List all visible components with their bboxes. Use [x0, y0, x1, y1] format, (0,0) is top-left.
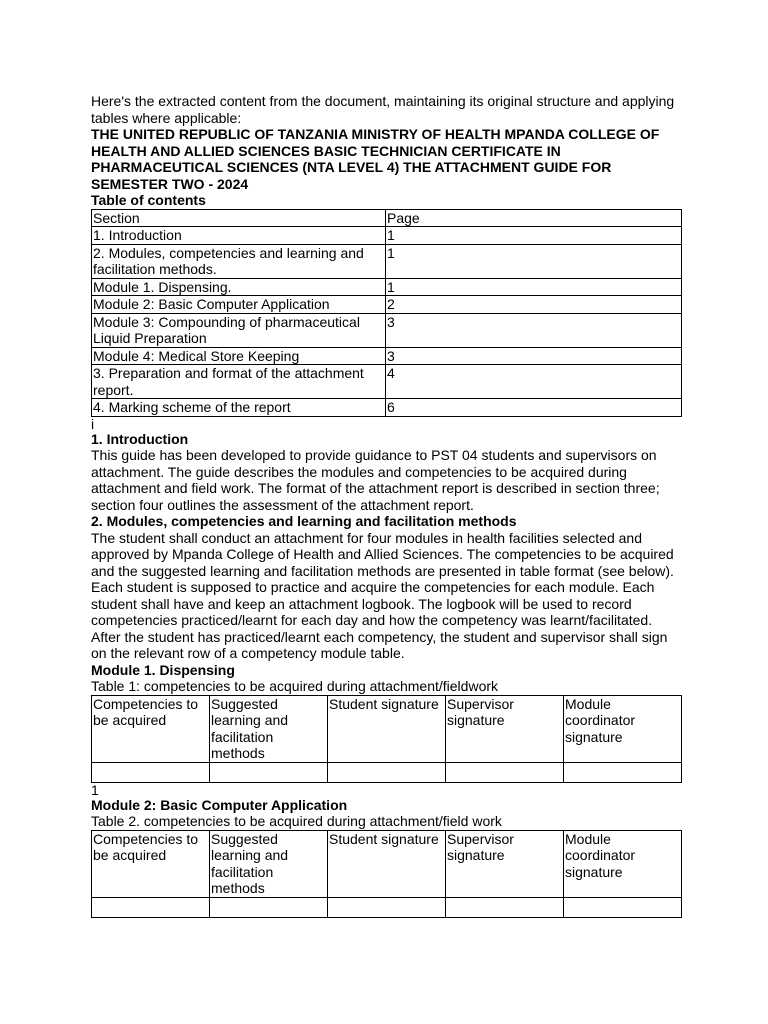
module1-table — [91, 695, 682, 783]
section1-heading: 1. Introduction — [91, 430, 189, 447]
toc-heading: Table of contents — [91, 192, 206, 208]
toc-page: 3 — [386, 347, 682, 365]
toc-page: 1 — [386, 278, 682, 296]
document-title: THE UNITED REPUBLIC OF TANZANIA MINISTRY OF HEALTH MPANDA COLLEGE OF HEALTH AND ALLIED SCIENCES BASIC TECHNICIAN CERTIFICATE IN PHARMACEUTICAL SCIENCES (NTA LEVEL 4) THE ATTACHMENT GUIDE FOR SEMESTER TWO - 2024 — [91, 126, 660, 192]
module2-caption: Table 2. competencies to be acquired during attachment/field work — [91, 813, 502, 829]
module-table-empty-row — [92, 762, 682, 782]
empty-cell — [564, 897, 682, 917]
empty-cell — [446, 762, 564, 782]
col-competencies: Competencies to be acquired — [92, 695, 210, 762]
toc-table — [91, 209, 682, 417]
toc-page: 2 — [386, 296, 682, 314]
toc-section: Module 2: Basic Computer Application — [92, 296, 386, 314]
module1-heading: Module 1. Dispensing — [91, 661, 235, 678]
module2-table — [91, 830, 682, 918]
empty-cell — [92, 762, 210, 782]
toc-row — [92, 296, 682, 314]
toc-row — [92, 244, 682, 278]
toc-section: 4. Marking scheme of the report — [92, 399, 386, 417]
toc-section: Module 4: Medical Store Keeping — [92, 347, 386, 365]
empty-cell — [210, 897, 328, 917]
empty-cell — [92, 897, 210, 917]
section1-body: This guide has been developed to provide guidance to PST 04 students and supervisors on attachment. The guide describes the modules and competencies to be acquired during attachment and field work. The format of the attachment report is described in section three; section four outlines the assessment of the attachment report. — [91, 447, 660, 513]
empty-cell — [564, 762, 682, 782]
col-supervisor-signature: Supervisor signature — [446, 695, 564, 762]
page-number-1: 1 — [91, 781, 99, 798]
toc-page: 4 — [386, 365, 682, 399]
toc-page: 6 — [386, 399, 682, 417]
col-student-signature: Student signature — [328, 695, 446, 762]
module2-heading: Module 2: Basic Computer Application — [91, 796, 348, 813]
toc-header-page: Page — [386, 209, 682, 227]
toc-row — [92, 399, 682, 417]
col-coordinator-signature: Module coordinator signature — [564, 695, 682, 762]
empty-cell — [328, 762, 446, 782]
toc-section: Module 1. Dispensing. — [92, 278, 386, 296]
col-supervisor-signature: Supervisor signature — [446, 830, 564, 897]
toc-header-row — [92, 209, 682, 227]
col-student-signature: Student signature — [328, 830, 446, 897]
toc-section: 2. Modules, competencies and learning and facilitation methods. — [92, 244, 386, 278]
toc-row — [92, 278, 682, 296]
module-table-empty-row — [92, 897, 682, 917]
empty-cell — [210, 762, 328, 782]
toc-row — [92, 313, 682, 347]
toc-section: 3. Preparation and format of the attachment report. — [92, 365, 386, 399]
empty-cell — [328, 897, 446, 917]
toc-row — [92, 227, 682, 245]
col-methods: Suggested learning and facilitation methods — [210, 830, 328, 897]
toc-row — [92, 365, 682, 399]
module1-caption: Table 1: competencies to be acquired during attachment/fieldwork — [91, 678, 499, 694]
toc-header-section: Section — [92, 209, 386, 227]
intro-note: Here's the extracted content from the document, maintaining its original structure and applying tables where applicable: — [91, 93, 675, 126]
toc-page: 3 — [386, 313, 682, 347]
toc-page: 1 — [386, 244, 682, 278]
toc-section: Module 3: Compounding of pharmaceutical Liquid Preparation — [92, 313, 386, 347]
col-competencies: Competencies to be acquired — [92, 830, 210, 897]
toc-section: 1. Introduction — [92, 227, 386, 245]
section2-heading: 2. Modules, competencies and learning and facilitation methods — [91, 513, 517, 529]
module-table-header-row — [92, 695, 682, 762]
section2-body: The student shall conduct an attachment for four modules in health facilities selected and approved by Mpanda College of Health and Allied Sciences. The competencies to be acquired and the suggested learning and facilitation methods are presented in table format (see below). Each student is supposed to practice and acquire the competencies for each module. Each student shall have and keep an attachment logbook. The logbook will be used to record competencies practiced/learnt for each day and how the competency was learnt/facilitated. After the student has practiced/learnt each competency, the student and supervisor shall sign on the relevant row of a competency module table. — [91, 529, 674, 661]
col-methods: Suggested learning and facilitation methods — [210, 695, 328, 762]
page-number-roman: i — [91, 415, 95, 432]
toc-page: 1 — [386, 227, 682, 245]
empty-cell — [446, 897, 564, 917]
col-coordinator-signature: Module coordinator signature — [564, 830, 682, 897]
document-page — [91, 93, 681, 918]
toc-row — [92, 347, 682, 365]
module-table-header-row — [92, 830, 682, 897]
